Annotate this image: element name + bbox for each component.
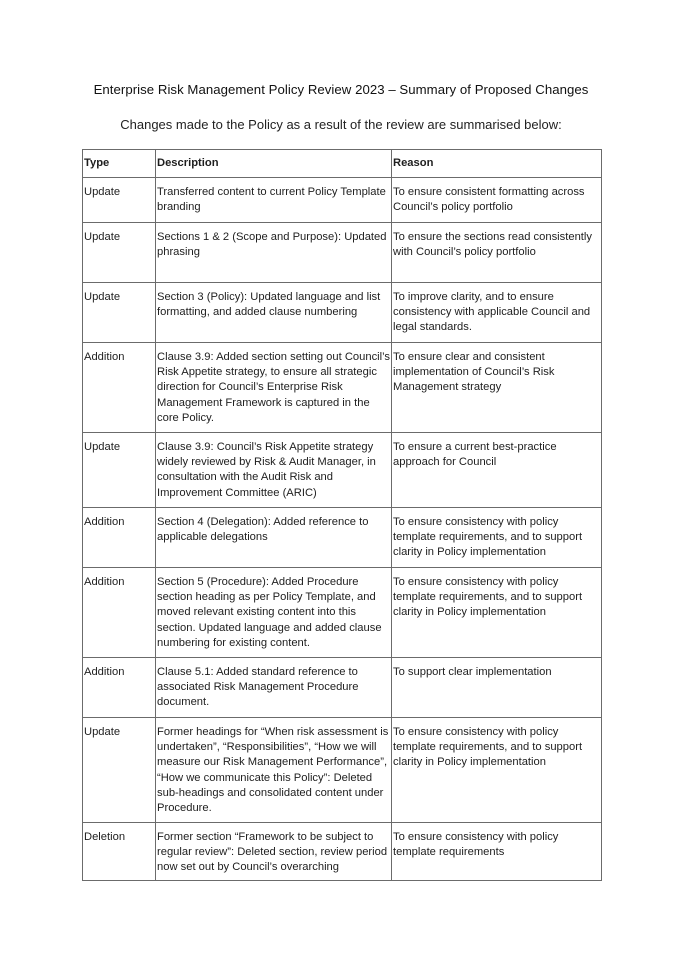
cell-reason: To ensure consistency with policy template requirements, and to support clarity in Policy implementation	[392, 718, 602, 823]
cell-description: Former headings for “When risk assessment is undertaken”, “Responsibilities”, “How we will measure our Risk Management Performance”, “How we communicate this Policy”: Deleted sub-headings and consolidated content under Procedure.	[156, 718, 392, 823]
cell-type: Update	[83, 283, 156, 343]
cell-description: Sections 1 & 2 (Scope and Purpose): Updated phrasing	[156, 223, 392, 283]
cell-type: Addition	[83, 508, 156, 568]
changes-table	[82, 149, 602, 881]
cell-reason: To ensure the sections read consistently with Council’s policy portfolio	[392, 223, 602, 283]
cell-description: Former section “Framework to be subject to regular review”: Deleted section, review period now set out by Council’s overarching	[156, 823, 392, 881]
table-row	[83, 658, 602, 718]
cell-type: Deletion	[83, 823, 156, 881]
table-header-row	[83, 150, 602, 178]
table-row	[83, 718, 602, 823]
column-header-type: Type	[83, 150, 156, 178]
cell-reason: To ensure consistency with policy template requirements	[392, 823, 602, 881]
cell-type: Addition	[83, 568, 156, 658]
cell-description: Section 4 (Delegation): Added reference to applicable delegations	[156, 508, 392, 568]
cell-type: Update	[83, 433, 156, 508]
cell-type: Update	[83, 223, 156, 283]
table-row	[83, 343, 602, 433]
cell-description: Section 5 (Procedure): Added Procedure section heading as per Policy Template, and moved relevant existing content into this section. Updated language and added clause numbering for existing content.	[156, 568, 392, 658]
cell-description: Clause 5.1: Added standard reference to associated Risk Management Procedure document.	[156, 658, 392, 718]
document-title: Enterprise Risk Management Policy Review 2023 – Summary of Proposed Changes	[93, 82, 589, 97]
cell-reason: To improve clarity, and to ensure consistency with applicable Council and legal standards.	[392, 283, 602, 343]
cell-reason: To ensure consistent formatting across Council’s policy portfolio	[392, 178, 602, 223]
cell-description: Clause 3.9: Council’s Risk Appetite strategy widely reviewed by Risk & Audit Manager, in consultation with the Audit Risk and Improvement Committee (ARIC)	[156, 433, 392, 508]
cell-description: Transferred content to current Policy Template branding	[156, 178, 392, 223]
cell-reason: To ensure consistency with policy template requirements, and to support clarity in Policy implementation	[392, 508, 602, 568]
table-row	[83, 433, 602, 508]
table-row	[83, 178, 602, 223]
cell-reason: To ensure clear and consistent implementation of Council’s Risk Management strategy	[392, 343, 602, 433]
table-row	[83, 823, 602, 881]
table-row	[83, 568, 602, 658]
column-header-reason: Reason	[392, 150, 602, 178]
table-row	[83, 223, 602, 283]
cell-type: Update	[83, 718, 156, 823]
cell-description: Clause 3.9: Added section setting out Council’s Risk Appetite strategy, to ensure all strategic direction for Council’s Enterprise Risk Management Framework is captured in the core Policy.	[156, 343, 392, 433]
table-row	[83, 508, 602, 568]
table-row	[83, 283, 602, 343]
cell-reason: To ensure a current best-practice approach for Council	[392, 433, 602, 508]
document-subtitle: Changes made to the Policy as a result of the review are summarised below:	[120, 117, 562, 132]
column-header-description: Description	[156, 150, 392, 178]
cell-reason: To support clear implementation	[392, 658, 602, 718]
cell-type: Update	[83, 178, 156, 223]
cell-reason: To ensure consistency with policy template requirements, and to support clarity in Policy implementation	[392, 568, 602, 658]
cell-description: Section 3 (Policy): Updated language and list formatting, and added clause numbering	[156, 283, 392, 343]
cell-type: Addition	[83, 343, 156, 433]
cell-type: Addition	[83, 658, 156, 718]
